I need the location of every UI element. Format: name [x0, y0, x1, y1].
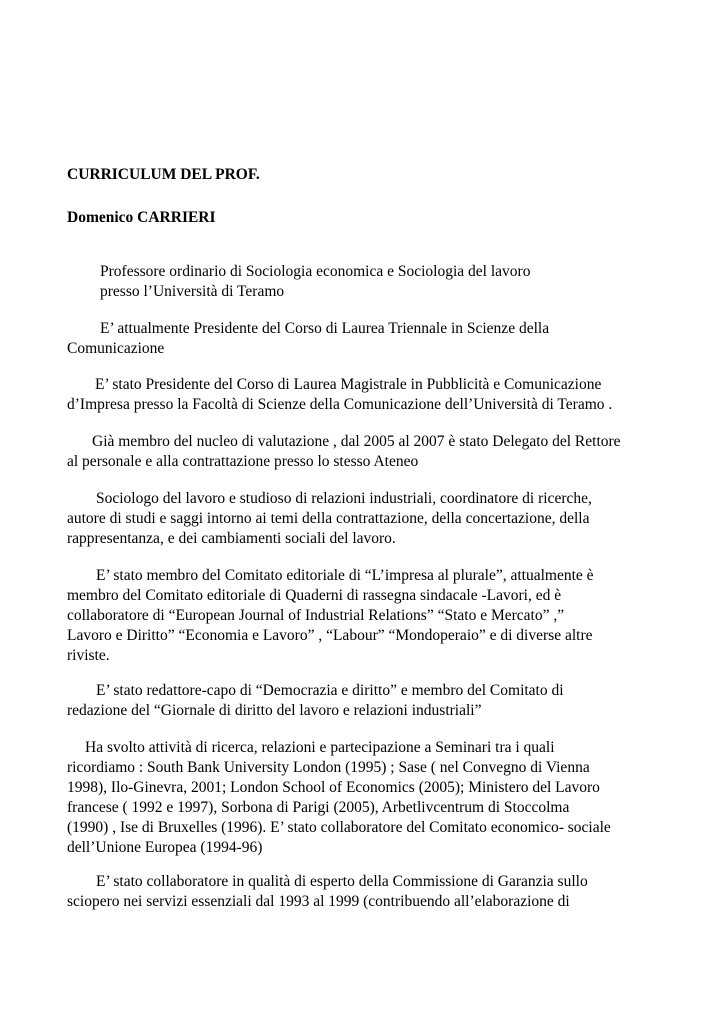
text-line: dell’Unione Europea (1994-96): [67, 839, 263, 856]
text-line: Professore ordinario di Sociologia economica e Sociologia del lavoro: [100, 263, 531, 280]
text-line: E’ stato redattore-capo di “Democrazia e diritto” e membro del Comitato di: [96, 682, 564, 699]
text-line: Ha svolto attività di ricerca, relazioni e partecipazione a Seminari tra i quali: [85, 739, 555, 756]
text-line: E’ stato membro del Comitato editoriale di “L’impresa al plurale”, attualmente è: [96, 567, 594, 584]
text-line: autore di studi e saggi intorno ai temi della contrattazione, della concertazione, della: [67, 510, 590, 527]
text-line: Sociologo del lavoro e studioso di relazioni industriali, coordinatore di ricerche,: [96, 490, 592, 507]
text-line: francese ( 1992 e 1997), Sorbona di Parigi (2005), Arbetlivcentrum di Stoccolma: [67, 799, 570, 816]
text-line: Già membro del nucleo di valutazione , dal 2005 al 2007 è stato Delegato del Rettore: [92, 433, 621, 450]
text-line: riviste.: [67, 647, 110, 664]
text-line: ricordiamo : South Bank University London (1995) ; Sase ( nel Convegno di Vienna: [67, 759, 590, 776]
document-title: CURRICULUM DEL PROF.: [67, 166, 260, 183]
text-line: Comunicazione: [67, 340, 165, 357]
paragraph-sociologist: [67, 489, 667, 549]
text-line: rappresentanza, e dei cambiamenti sociali del lavoro.: [67, 530, 396, 547]
text-line: 1998), Ilo-Ginevra, 2001; London School of Economics (2005); Ministero del Lavoro: [67, 779, 600, 796]
text-line: Lavoro e Diritto” “Economia e Lavoro” , “Labour” “Mondoperaio” e di diverse altre: [67, 627, 593, 644]
paragraph-guarantee-commission: [67, 872, 667, 912]
text-line: redazione del “Giornale di diritto del lavoro e relazioni industriali”: [67, 702, 482, 719]
paragraph-evaluation: [67, 432, 667, 472]
text-line: E’ attualmente Presidente del Corso di Laurea Triennale in Scienze della: [100, 320, 550, 337]
text-line: (1990) , Ise di Bruxelles (1996). E’ stato collaboratore del Comitato economico- sociale: [67, 819, 611, 836]
text-line: al personale e alla contrattazione presso lo stesso Ateneo: [67, 453, 419, 470]
text-line: membro del Comitato editoriale di Quaderni di rassegna sindacale -Lavori, ed è: [67, 587, 562, 604]
paragraph-former-president: [67, 375, 667, 415]
text-line: E’ stato collaboratore in qualità di esperto della Commissione di Garanzia sullo: [96, 873, 588, 890]
text-line: E’ stato Presidente del Corso di Laurea Magistrale in Pubblicità e Comunicazione: [95, 376, 602, 393]
paragraph-editorial: [67, 566, 667, 666]
paragraph-editor-in-chief: [67, 681, 667, 721]
paragraph-president: [67, 319, 667, 359]
author-name: Domenico CARRIERI: [67, 209, 216, 226]
text-line: d’Impresa presso la Facoltà di Scienze della Comunicazione dell’Università di Teramo .: [67, 396, 613, 413]
paragraph-research: [67, 738, 667, 858]
text-line: collaboratore di “European Journal of Industrial Relations” “Stato e Mercato” ,”: [67, 607, 565, 624]
text-line: sciopero nei servizi essenziali dal 1993 al 1999 (contribuendo all’elaborazione di: [67, 893, 570, 910]
text-line: presso l’Università di Teramo: [100, 283, 285, 300]
paragraph-position: [67, 262, 667, 302]
